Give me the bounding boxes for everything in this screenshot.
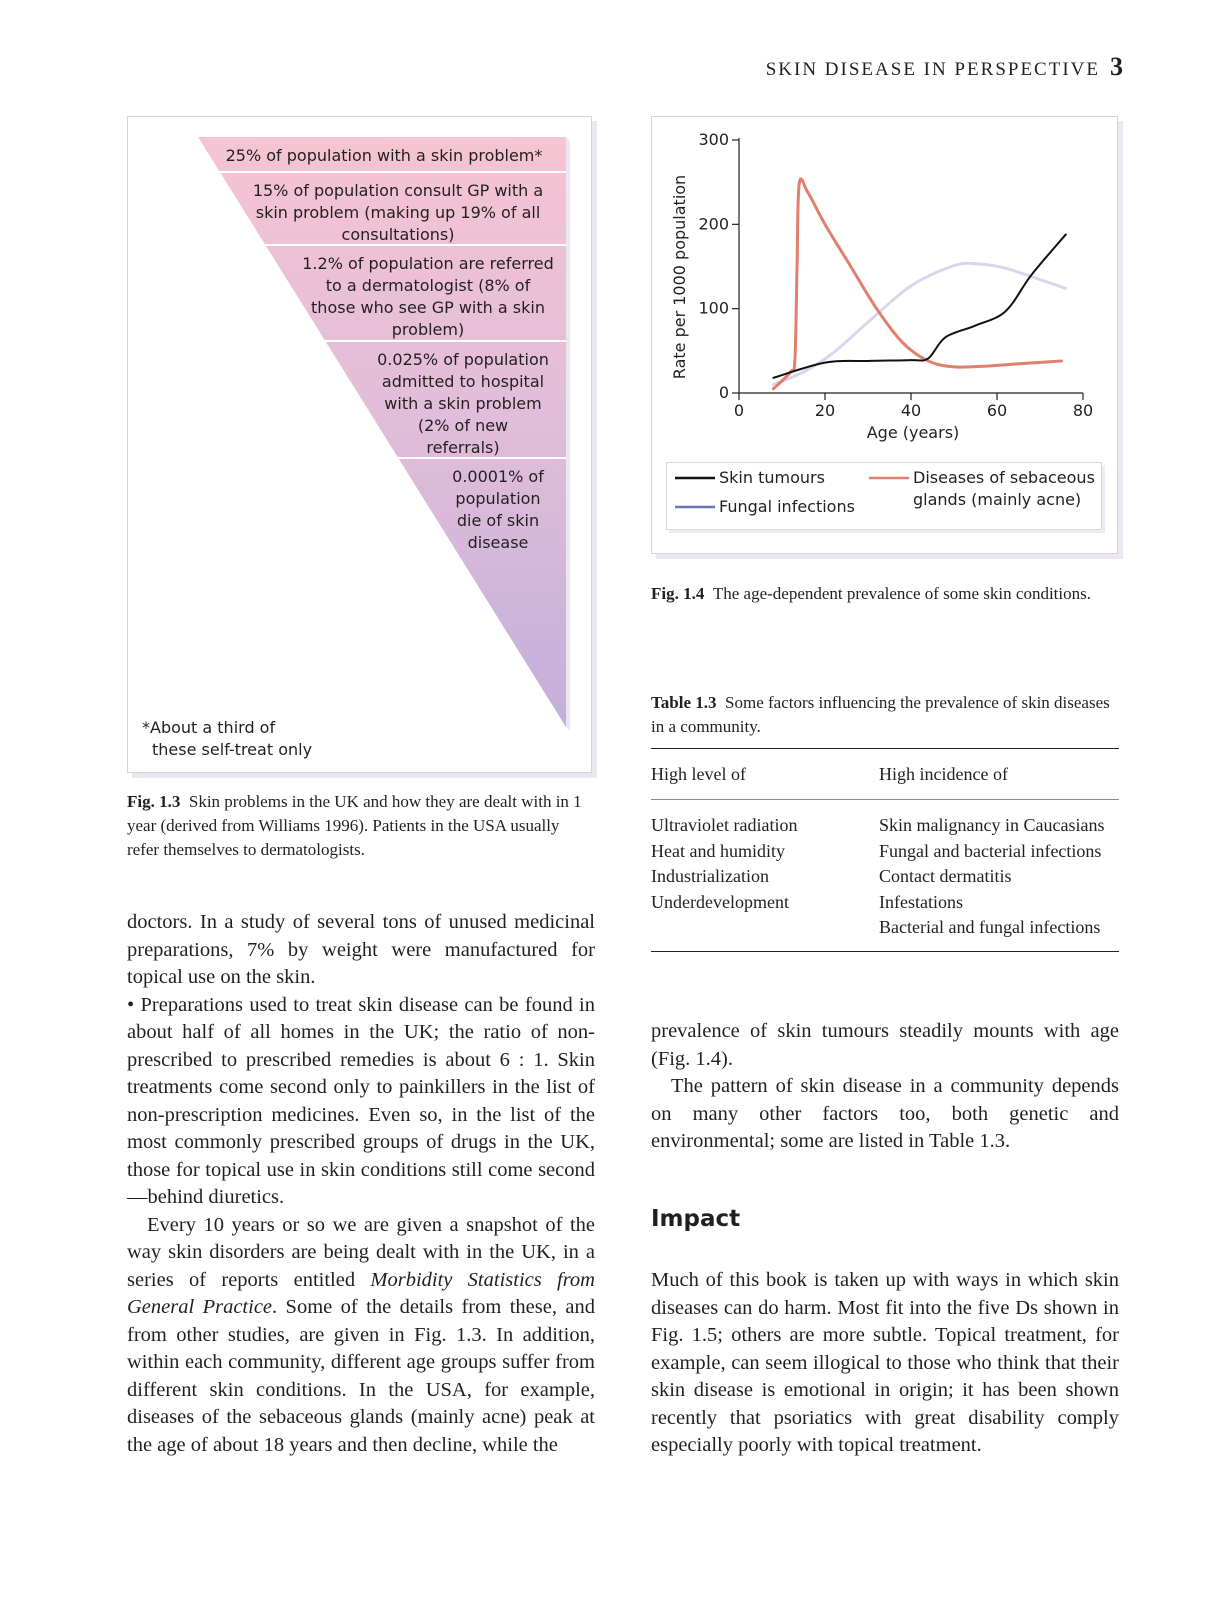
pyramid-tier-1 (184, 145, 584, 167)
figure-1-3-pyramid (127, 116, 592, 773)
table-cell-factor: Ultraviolet radiation (651, 815, 798, 835)
table-cell-factor: Heat and humidity (651, 840, 785, 861)
table-caption-text: Some factors influencing the prevalence of skin diseases in a community. (651, 693, 1110, 736)
table-header-col2: High incidence of (879, 764, 1008, 784)
table-top-rule (651, 748, 1119, 749)
tier-line: 25% of population with a skin problem* (225, 146, 543, 165)
legend-label-skin-tumours: Skin tumours (719, 468, 825, 487)
x-axis-label: Age (years) (866, 423, 960, 442)
y-tick-label: 100 (698, 298, 729, 318)
pyramid-tier-4 (263, 349, 663, 459)
right-column-body-impact (651, 1267, 1119, 1460)
table-cell-incidence: Contact dermatitis (879, 866, 1012, 886)
running-head-title: SKIN DISEASE IN PERSPECTIVE (765, 59, 1100, 80)
table-column-high-level-of (651, 813, 797, 915)
tier-line: die of skin (456, 511, 540, 530)
series-line-fungal-infections (773, 263, 1065, 384)
report-title: Morbidity Statistics from General Practice (127, 1268, 595, 1318)
table-cell-incidence: Infestations (879, 891, 963, 912)
tier-line: 0.025% of population (377, 350, 549, 369)
tier-line: 0.0001% of (452, 467, 544, 486)
tier-line: 15% of population consult GP with a (252, 181, 544, 200)
y-tick-label: 200 (698, 214, 729, 234)
legend-label-sebaceous-1: Diseases of sebaceous (913, 468, 1095, 487)
x-tick-label: 0 (733, 401, 745, 420)
tier-line: those who see GP with a skin (311, 298, 545, 317)
tier-line: referrals) (426, 438, 500, 457)
legend-label-sebaceous-2: glands (mainly acne) (913, 490, 1082, 509)
caption-text: The age-dependent prevalence of some skin conditions. (712, 584, 1091, 603)
section-heading-impact: Impact (651, 1206, 741, 1232)
chart-legend (666, 462, 1102, 530)
body-paragraph-bullet: • Preparations used to treat skin disease can be found in about half of all homes in the UK; the ratio of non-prescribed to prescribed remedies is about 6 : 1. Skin treatments come second only to painkillers in the list of non-prescription medicines. Even so, in the list of the most commonly prescribed groups of drugs in the UK, those for topical use in skin conditions still come second—behind diuretics. (127, 993, 595, 1208)
table-cell-incidence: Bacterial and fungal infections (879, 917, 1101, 937)
tier-line: (2% of new (417, 416, 509, 435)
table-header-rule (651, 799, 1119, 800)
figure-1-4-caption (651, 582, 1106, 606)
table-header-col1: High level of (651, 764, 746, 784)
pyramid-tier-3 (228, 253, 628, 341)
running-head (766, 52, 1123, 82)
x-tick-label: 80 (1072, 401, 1094, 420)
tier-line: 1.2% of population are referred (302, 254, 554, 273)
figure-1-4-chart (651, 116, 1118, 554)
pyramid-footnote (142, 717, 312, 761)
tier-line: disease (467, 533, 529, 552)
figure-1-3-caption (127, 790, 592, 862)
legend-label-fungal-infections: Fungal infections (719, 497, 855, 516)
body-paragraph: prevalence of skin tumours steadily mounts with age (Fig. 1.4). (651, 1020, 1119, 1070)
pyramid-tier-5 (298, 466, 698, 554)
body-paragraph: Much of this book is taken up with ways in which skin diseases can do harm. Most fit into the five Ds shown in Fig. 1.5; others are more subtle. Topical treatment, for example, can seem illogical to those who think that their skin disease is emotional in origin; it has been shown recently that psoriatics with great disability comply especially poorly with topical treatment. (651, 1269, 1119, 1456)
table-cell-incidence: Fungal and bacterial infections (879, 840, 1102, 861)
body-paragraph: The pattern of skin disease in a community depends on many other factors too, both genetic and environmental; some are listed in Table 1.3. (651, 1075, 1119, 1152)
table-bottom-rule (651, 951, 1119, 952)
page-number: 3 (1110, 52, 1123, 81)
right-column-body-top (651, 1018, 1119, 1156)
tier-line: admitted to hospital (381, 372, 545, 391)
y-tick-label: 0 (718, 383, 729, 402)
x-tick-label: 60 (986, 401, 1008, 420)
table-cell-factor: Industrialization (651, 866, 769, 886)
footnote-line: these self-treat only (152, 740, 313, 759)
tier-line: skin problem (making up 19% of all (255, 203, 541, 222)
table-1-3-caption (651, 691, 1111, 739)
pyramid-tier-2 (198, 180, 598, 246)
tier-line: to a dermatologist (8% of (325, 276, 531, 295)
table-caption-label: Table 1.3 (651, 693, 717, 712)
body-paragraph: Every 10 years or so we are given a snapshot of the way skin disorders are being dealt with in the UK, in a series of reports entitled Morbidity Statistics from General Practice. Some of the details from these, and from other studies, are given in Fig. 1.3. In addition, within each community, different age groups suffer from different skin conditions. In the USA, for example, diseases of the sebaceous glands (mainly acne) peak at the age of about 18 years and then decline, while the (127, 1213, 595, 1456)
table-column-high-incidence-of (879, 813, 1104, 941)
x-tick-label: 40 (900, 401, 922, 420)
tier-line: consultations) (341, 225, 455, 244)
tier-line: population (455, 489, 541, 508)
table-cell-factor: Underdevelopment (651, 891, 789, 912)
caption-label: Fig. 1.4 (651, 584, 705, 603)
x-tick-label: 20 (814, 401, 836, 420)
caption-label: Fig. 1.3 (127, 792, 181, 811)
left-column-body (127, 909, 595, 1459)
y-tick-label: 300 (698, 130, 729, 149)
tier-line: problem) (391, 320, 465, 339)
series-line-sebaceous-glands (773, 179, 1061, 389)
footnote-line: *About a third of (142, 718, 276, 737)
y-axis-label: Rate per 1000 population (670, 174, 689, 380)
body-paragraph: doctors. In a study of several tons of unused medicinal preparations, 7% by weight were manufactured for topical use on the skin. (127, 911, 595, 988)
caption-text: Skin problems in the UK and how they are dealt with in 1 year (derived from Williams 1996). Patients in the USA usually refer themselves to dermatologists. (127, 792, 582, 859)
tier-line: with a skin problem (384, 394, 542, 413)
table-cell-incidence: Skin malignancy in Caucasians (879, 815, 1105, 835)
